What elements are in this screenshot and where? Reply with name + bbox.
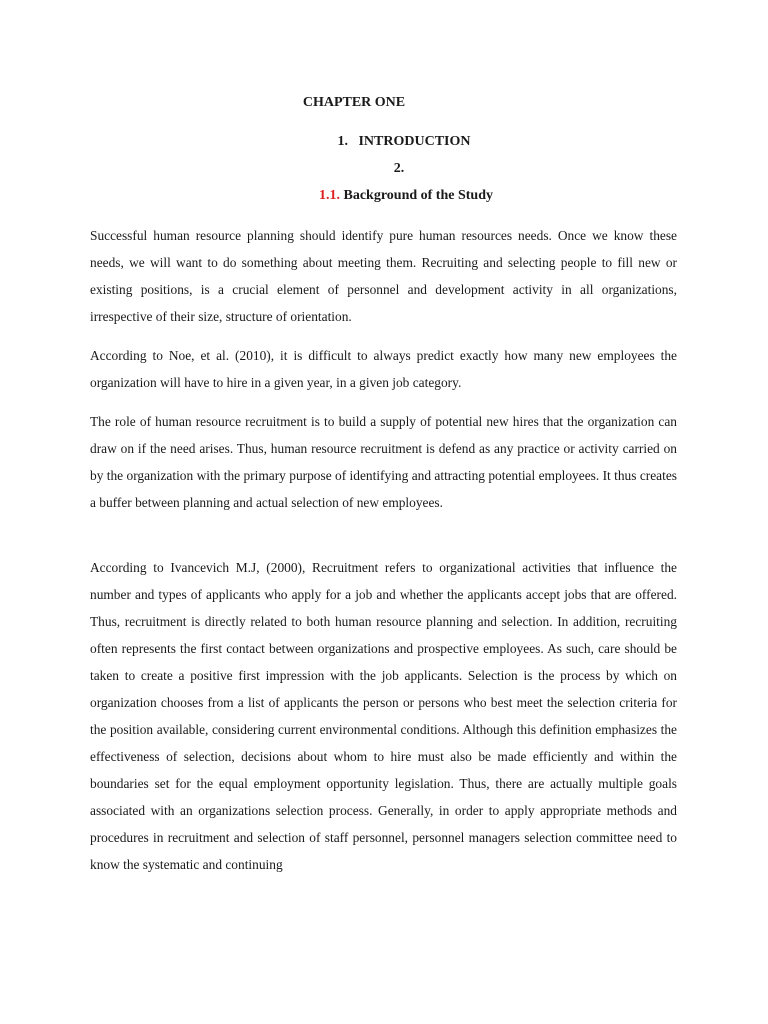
section-heading xyxy=(20,132,768,152)
chapter-title: CHAPTER ONE xyxy=(302,95,406,110)
subsection-heading xyxy=(22,186,768,206)
paragraph-2: According to Noe, et al. (2010), it is difficult to always predict exactly how many new employees the organization will have to hire in a given year, in a given job category. xyxy=(90,348,677,390)
paragraph-3: The role of human resource recruitment is to build a supply of potential new hires that the organization can draw on if the need arises. Thus, human resource recruitment is defend as any practice or activity carried on by the organization with the primary purpose of identifying and attracting potential employees. It thus creates a buffer between planning and actual selection of new employees. xyxy=(90,414,677,510)
subsection-title: Background of the Study xyxy=(343,188,493,203)
stray-list-number: 2. xyxy=(393,161,405,176)
subsection-number: 1.1. xyxy=(318,188,340,203)
paragraph-4: According to Ivancevich M.J, (2000), Recruitment refers to organizational activities that influence the number and types of applicants who apply for a job and whether the applicants accept jobs that are offered. Thus, recruitment is directly related to both human resource planning and selection. In addition, recruiting often represents the first contact between organizations and prospective employees. As such, care should be taken to create a positive first impression with the job applicants. Selection is the process by which on organization chooses from a list of applicants the person or persons who best meet the selection criteria for the position available, considering current environmental conditions. Although this definition emphasizes the effectiveness of selection, decisions about whom to hire must also be made efficiently and within the boundaries set for the equal employment opportunity legislation. Thus, there are actually multiple goals associated with an organizations selection process. Generally, in order to apply appropriate methods and procedures in recruitment and selection of staff personnel, personnel managers selection committee need to know the systematic and continuing xyxy=(90,560,677,872)
section-title: INTRODUCTION xyxy=(358,134,471,149)
section-number: 1. xyxy=(337,134,348,149)
paragraph-1: Successful human resource planning should identify pure human resources needs. Once we know these needs, we will want to do something about meeting them. Recruiting and selecting people to fill new or existing positions, is a crucial element of personnel and development activity in all organizations, irrespective of their size, structure of orientation. xyxy=(90,228,677,324)
